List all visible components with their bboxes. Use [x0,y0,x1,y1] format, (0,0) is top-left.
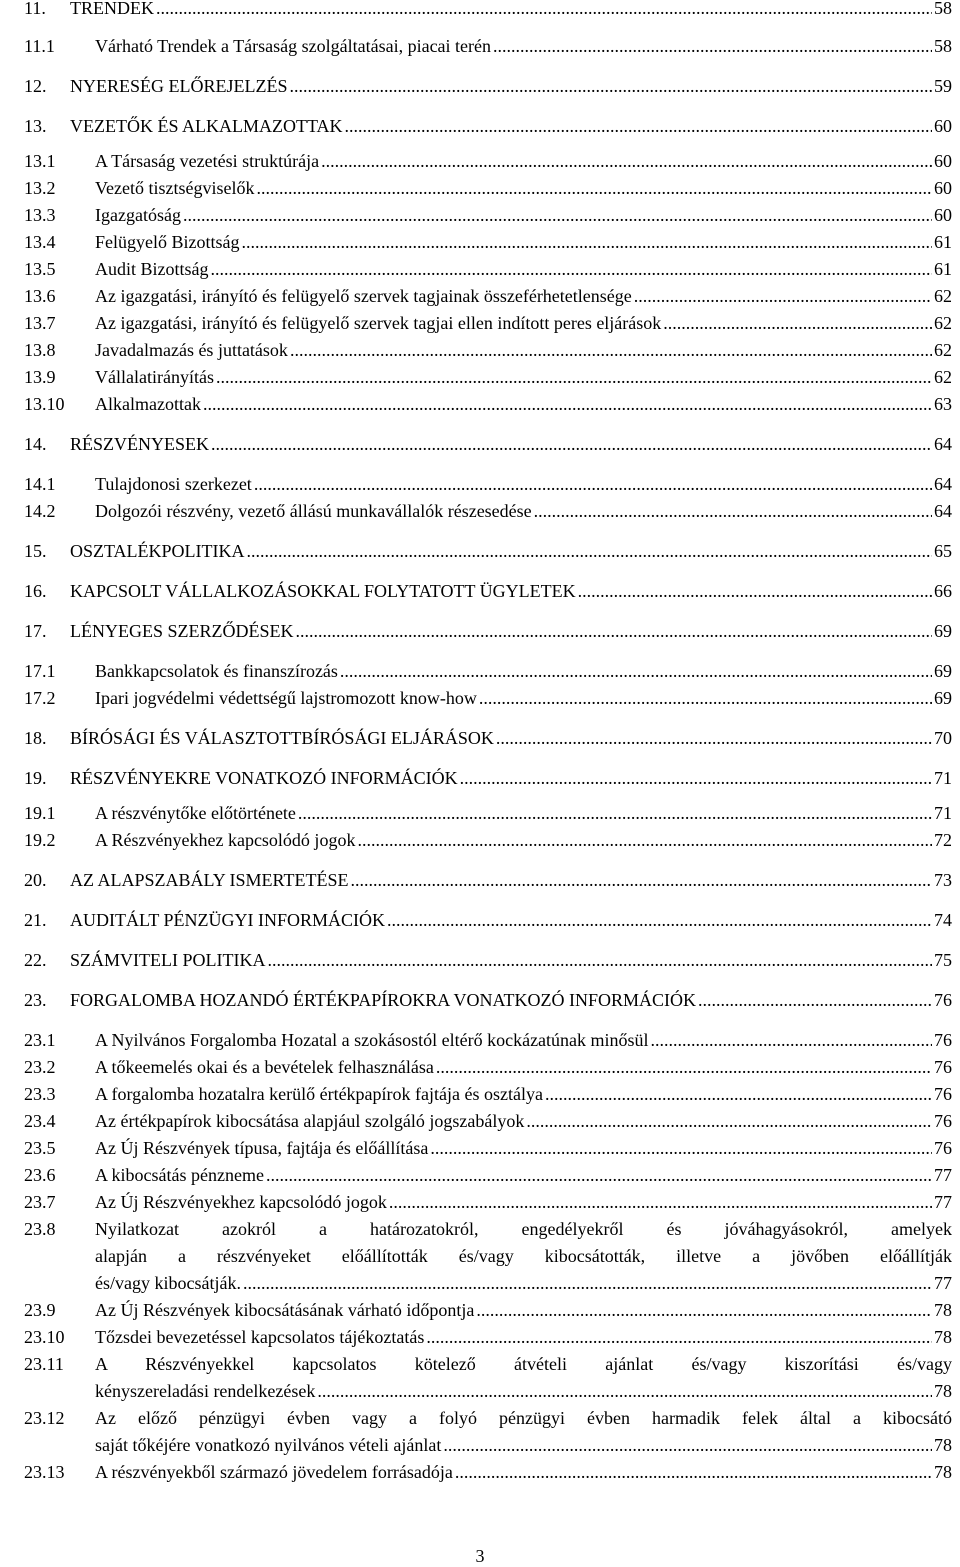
dot-leader [290,74,933,98]
toc-page-number: 78 [934,1300,952,1320]
dot-leader [216,365,932,389]
toc-number: 23.3 [24,1084,56,1104]
toc-number: 23.8 [24,1219,56,1239]
toc-title: kényszereladási rendelkezések [95,1381,316,1401]
toc-page-number: 59 [934,76,952,96]
toc-page-number: 61 [934,232,952,252]
toc-page-number: 64 [934,474,952,494]
toc-number: 19. [24,768,47,788]
toc-title: VEZETŐK ÉS ALKALMAZOTTAK [70,116,343,136]
dot-leader [578,579,932,603]
toc-page-number: 61 [934,259,952,279]
toc-page-number: 69 [934,661,952,681]
toc-page-number: 76 [934,1084,952,1104]
toc-title: Tőzsdei bevezetéssel kapcsolatos tájékoztatás [95,1327,425,1347]
dot-leader [460,766,932,790]
toc-page-number: 62 [934,313,952,333]
toc-number: 23.13 [24,1462,65,1482]
toc-number: 23.10 [24,1327,65,1347]
toc-page-number: 65 [934,541,952,561]
dot-leader [426,1325,932,1349]
toc-number: 14.1 [24,474,56,494]
toc-number: 23.2 [24,1057,56,1077]
toc-page-number: 58 [934,36,952,56]
toc-number: 15. [24,541,47,561]
toc-title: Az értékpapírok kibocsátása alapjául szolgáló jogszabályok [95,1111,525,1131]
toc-page-number: 66 [934,581,952,601]
dot-leader [266,1163,932,1187]
toc-number: 18. [24,728,47,748]
toc-number: 13.10 [24,394,65,414]
dot-leader [430,1136,932,1160]
toc-title: Várható Trendek a Társaság szolgáltatásai, piacai terén [95,36,492,56]
toc-title: OSZTALÉKPOLITIKA [70,541,245,561]
toc-title: A tőkeemelés okai és a bevételek felhasználása [95,1057,434,1077]
toc-page-number: 60 [934,178,952,198]
toc-title: Igazgatóság [95,205,181,225]
toc-number: 13.9 [24,367,56,387]
toc-number: 13.2 [24,178,56,198]
dot-leader [203,392,932,416]
toc-number: 17. [24,621,47,641]
toc-number: 13.5 [24,259,56,279]
dot-leader [389,1190,932,1214]
dot-leader [243,1271,932,1295]
toc-number: 21. [24,910,47,930]
toc-title: A részvénytőke előtörténete [95,803,296,823]
toc-number: 23.5 [24,1138,56,1158]
toc-page-number: 78 [934,1381,952,1401]
toc-title: LÉNYEGES SZERZŐDÉSEK [70,621,294,641]
dot-leader [211,257,933,281]
toc-title: A részvényekből származó jövedelem forrásadója [95,1462,453,1482]
dot-leader [634,284,932,308]
toc-title: RÉSZVÉNYESEK [70,434,209,454]
toc-title: Audit Bizottság [95,259,209,279]
dot-leader [526,1109,932,1133]
toc-title: Ipari jogvédelmi védettségű lajstromozott know-how [95,688,477,708]
toc-number: 14.2 [24,501,56,521]
toc-number: 13. [24,116,47,136]
toc-title: Dolgozói részvény, vezető állású munkavállalók részesedése [95,501,532,521]
toc-number: 13.3 [24,205,56,225]
toc-title: A kibocsátás pénzneme [95,1165,264,1185]
toc-number: 17.2 [24,688,56,708]
toc-number: 23.11 [24,1354,64,1374]
toc-page-number: 78 [934,1327,952,1347]
toc-title: BÍRÓSÁGI ÉS VÁLASZTOTTBÍRÓSÁGI ELJÁRÁSOK [70,728,494,748]
toc-title: Vállalatirányítás [95,367,214,387]
dot-leader [698,988,932,1012]
toc-number: 12. [24,76,47,96]
toc-number: 23.6 [24,1165,56,1185]
toc-number: 22. [24,950,47,970]
dot-leader [247,539,932,563]
toc-page-number: 63 [934,394,952,414]
toc-title: Az Új Részvények típusa, fajtája és előállítása [95,1138,429,1158]
toc-number: 13.1 [24,151,56,171]
toc-title: Az előző pénzügyi évben vagy a folyó pénzügyi évben harmadik felek által a kibocsátó [95,1408,952,1428]
toc-number: 19.1 [24,803,56,823]
dot-leader [156,0,932,20]
toc-number: 23.1 [24,1030,56,1050]
toc-title: RÉSZVÉNYEKRE VONATKOZÓ INFORMÁCIÓK [70,768,458,788]
toc-title: Tulajdonosi szerkezet [95,474,252,494]
dot-leader [290,338,932,362]
toc-title: Vezető tisztségviselők [95,178,255,198]
toc-title: NYERESÉG ELŐREJELZÉS [70,76,288,96]
toc-number: 23.4 [24,1111,56,1131]
toc-page-number: 60 [934,151,952,171]
toc-title: SZÁMVITELI POLITIKA [70,950,266,970]
toc-number: 23.7 [24,1192,56,1212]
toc-page-number: 76 [934,1030,952,1050]
toc-number: 11.1 [24,36,55,56]
toc-number: 13.7 [24,313,56,333]
dot-leader [476,1298,932,1322]
dot-leader [493,34,932,58]
dot-leader [443,1433,932,1457]
dot-leader [455,1460,932,1484]
toc-title: Alkalmazottak [95,394,201,414]
dot-leader [651,1028,932,1052]
toc-page-number: 64 [934,501,952,521]
dot-leader [479,686,932,710]
toc-page-number: 77 [934,1273,952,1293]
toc-title: és/vagy kibocsátják. [95,1273,241,1293]
toc-title: Az igazgatási, irányító és felügyelő szervek tagjainak összeférhetetlensége [95,286,632,306]
toc-page-number: 69 [934,688,952,708]
dot-leader [183,203,932,227]
toc-title: saját tőkéjére vonatkozó nyilvános vételi ajánlat [95,1435,442,1455]
toc-number: 23.9 [24,1300,56,1320]
toc-number: 19.2 [24,830,56,850]
toc-page-number: 72 [934,830,952,850]
dot-leader [496,726,932,750]
dot-leader [436,1055,932,1079]
toc-page-number: 69 [934,621,952,641]
toc-title: KAPCSOLT VÁLLALKOZÁSOKKAL FOLYTATOTT ÜGYLETEK [70,581,576,601]
toc-title: FORGALOMBA HOZANDÓ ÉRTÉKPAPÍROKRA VONATKOZÓ INFORMÁCIÓK [70,990,696,1010]
dot-leader [317,1379,932,1403]
toc-number: 13.8 [24,340,56,360]
toc-page-number: 71 [934,768,952,788]
toc-number: 14. [24,434,47,454]
toc-title: A Társaság vezetési struktúrája [95,151,320,171]
dot-leader [267,948,932,972]
toc-number: 23. [24,990,47,1010]
toc-page-number: 74 [934,910,952,930]
toc-page-number: 71 [934,803,952,823]
toc-title: A Részvényekhez kapcsolódó jogok [95,830,356,850]
toc-page-number: 76 [934,1111,952,1131]
dot-leader [387,908,932,932]
dot-leader [321,149,932,173]
toc-page-number: 62 [934,367,952,387]
dot-leader [296,619,933,643]
toc-title: A Részvényekkel kapcsolatos kötelező átvételi ajánlat és/vagy kiszorítási és/vagy [95,1354,952,1374]
toc-page-number: 75 [934,950,952,970]
dot-leader [350,868,932,892]
dot-leader [254,472,932,496]
toc-page-number: 76 [934,1057,952,1077]
toc-page-number: 77 [934,1165,952,1185]
toc-page-number: 76 [934,1138,952,1158]
toc-title: Az igazgatási, irányító és felügyelő szervek tagjai ellen indított peres eljárások [95,313,662,333]
toc-title: Az Új Részvények kibocsátásának várható időpontja [95,1300,475,1320]
toc-page-number: 58 [934,0,952,18]
dot-leader [545,1082,932,1106]
dot-leader [345,114,932,138]
toc-title: Felügyelő Bizottság [95,232,240,252]
toc-page-number: 73 [934,870,952,890]
dot-leader [256,176,932,200]
toc-number: 20. [24,870,47,890]
toc-title: Az Új Részvényekhez kapcsolódó jogok [95,1192,387,1212]
dot-leader [340,659,932,683]
toc-page-number: 77 [934,1192,952,1212]
toc-page-number: 60 [934,116,952,136]
toc-number: 13.4 [24,232,56,252]
toc-page-number: 60 [934,205,952,225]
toc-page-number: 62 [934,340,952,360]
toc-page-number: 78 [934,1462,952,1482]
toc-number: 16. [24,581,47,601]
toc-page-number: 70 [934,728,952,748]
toc-title: A Nyilvános Forgalomba Hozatal a szokásostól eltérő kockázatúnak minősül [95,1030,649,1050]
dot-leader [663,311,932,335]
toc-page-number: 76 [934,990,952,1010]
toc-number: 11. [24,0,46,18]
toc-title: A forgalomba hozatalra kerülő értékpapírok fajtája és osztálya [95,1084,543,1104]
toc-page-number: 62 [934,286,952,306]
toc-title: Bankkapcsolatok és finanszírozás [95,661,338,681]
dot-leader [534,499,932,523]
toc-title: Javadalmazás és juttatások [95,340,288,360]
page-number: 3 [475,1546,485,1566]
toc-page-number: 78 [934,1435,952,1455]
toc-number: 23.12 [24,1408,65,1428]
dot-leader [357,828,932,852]
dot-leader [241,230,932,254]
toc-number: 13.6 [24,286,56,306]
toc-title: AUDITÁLT PÉNZÜGYI INFORMÁCIÓK [70,910,385,930]
toc-number: 17.1 [24,661,56,681]
toc-title: alapján a részvényeket előállították és/vagy kibocsátották, illetve a jövőben előállítják [95,1246,952,1266]
toc-title: AZ ALAPSZABÁLY ISMERTETÉSE [70,870,349,890]
toc-page-number: 64 [934,434,952,454]
dot-leader [298,801,932,825]
toc-title: Nyilatkozat azokról a határozatokról, engedélyekről és jóváhagyásokról, amelyek [95,1219,952,1239]
dot-leader [211,432,932,456]
toc-title: TRENDEK [70,0,154,18]
